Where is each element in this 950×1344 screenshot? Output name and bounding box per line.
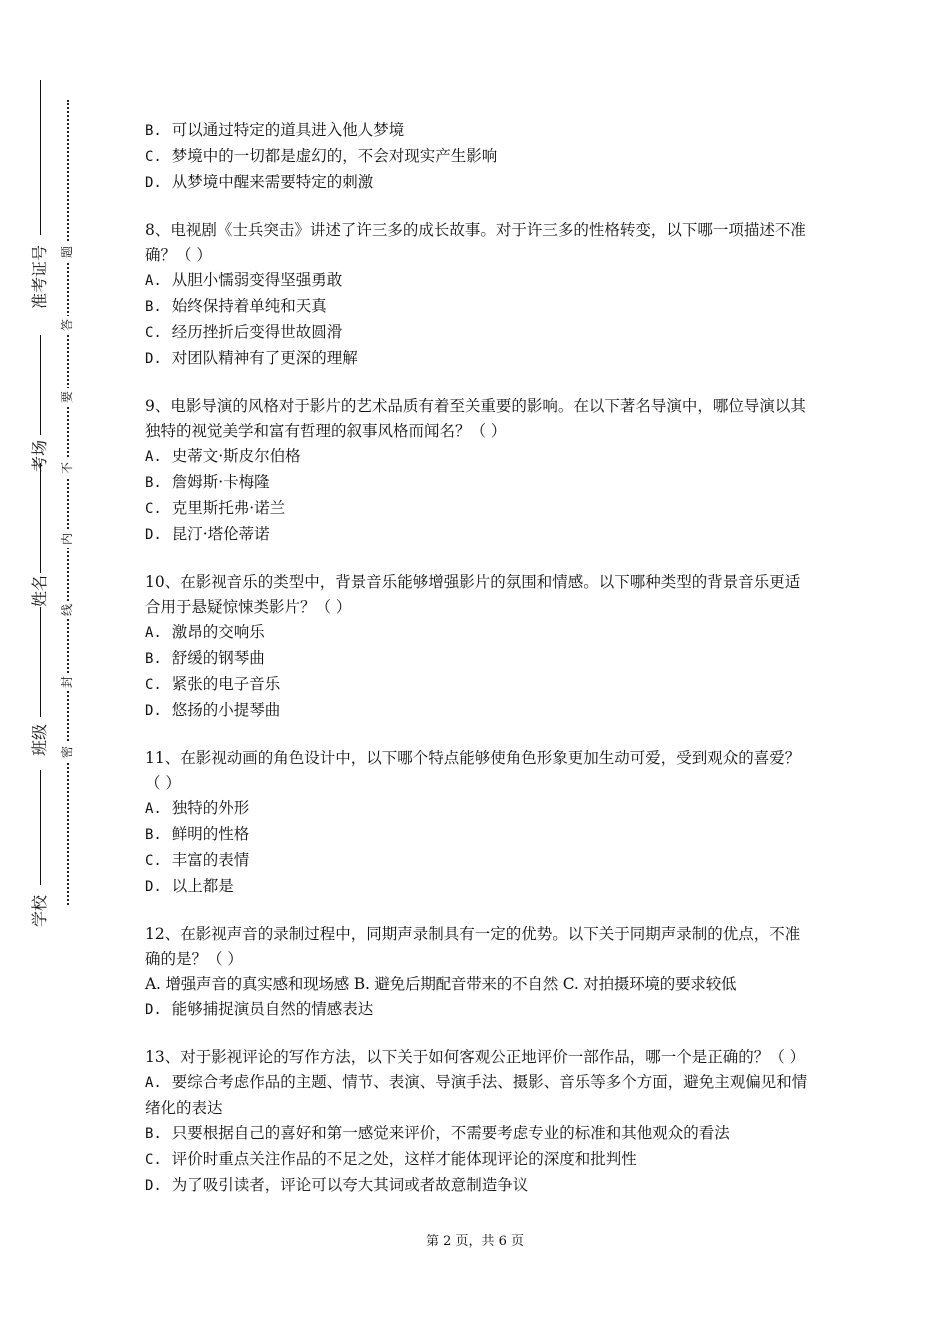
option-d[interactable]: D. 从梦境中醒来需要特定的刺激 — [145, 173, 374, 191]
option-a[interactable]: A. 独特的外形 — [145, 799, 250, 817]
name-line — [40, 463, 41, 573]
question-12 — [145, 922, 815, 1023]
question-stem: 12、在影视声音的录制过程中，同期声录制具有一定的优势。以下关于同期声录制的优点，不准确的是？（ ） — [145, 925, 801, 968]
seal-char: 答 — [58, 316, 76, 334]
question-8 — [145, 218, 815, 372]
seal-char: 内 — [58, 530, 76, 548]
option-c[interactable]: C. 丰富的表情 — [145, 851, 250, 869]
option-a[interactable]: A. 从胆小懦弱变得坚强勇敢 — [145, 271, 343, 289]
page-number-footer: 第 2 页，共 6 页 — [425, 1234, 525, 1249]
option-a[interactable]: A. 史蒂文·斯皮尔伯格 — [145, 447, 301, 465]
question-10 — [145, 570, 815, 724]
option-b[interactable]: B. 可以通过特定的道具进入他人梦境 — [145, 121, 405, 139]
option-b[interactable]: B. 只要根据自己的喜好和第一感觉来评价，不需要考虑专业的标准和其他观众的看法 — [145, 1124, 730, 1142]
question-9 — [145, 394, 815, 548]
seal-char: 密 — [58, 743, 76, 761]
seal-char: 不 — [58, 459, 76, 477]
option-c[interactable]: C. 梦境中的一切都是虚幻的，不会对现实产生影响 — [145, 147, 498, 165]
class-label[interactable]: 班级 — [30, 723, 49, 756]
seal-char: 题 — [58, 243, 76, 261]
exam-room-line — [40, 335, 41, 435]
option-a[interactable]: A. 要综合考虑作品的主题、情节、表演、导演手法、摄影、音乐等多个方面，避免主观偏见和情绪化的表达 — [145, 1073, 808, 1117]
option-c[interactable]: C. 经历挫折后变得世故圆滑 — [145, 323, 343, 341]
option-b[interactable]: B. 詹姆斯·卡梅隆 — [145, 473, 270, 491]
ticket-number-line — [40, 80, 41, 235]
question-stem: 13、对于影视评论的写作方法，以下关于如何客观公正地评价一部作品，哪一个是正确的？（ ） — [145, 1048, 806, 1066]
seal-char: 封 — [58, 673, 76, 691]
option-b[interactable]: B. 始终保持着单纯和天真 — [145, 297, 327, 315]
seal-char: 要 — [58, 388, 76, 406]
question-stem: 10、在影视音乐的类型中，背景音乐能够增强影片的氛围和情感。以下哪种类型的背景音乐更适合用于悬疑惊悚类影片？（ ） — [145, 573, 801, 616]
inline-options-abc[interactable]: A. 增强声音的真实感和现场感 B. 避免后期配音带来的不自然 C. 对拍摄环境的要求较低 — [145, 975, 737, 993]
question-7-continued — [145, 118, 815, 196]
ticket-number-label[interactable]: 准考证号 — [30, 244, 49, 309]
option-d[interactable]: D. 能够捕捉演员自然的情感表达 — [145, 1000, 374, 1018]
option-d[interactable]: D. 以上都是 — [145, 877, 234, 895]
name-label[interactable]: 姓名 — [30, 574, 49, 607]
option-c[interactable]: C. 克里斯托弗·诺兰 — [145, 499, 286, 517]
question-stem: 9、电影导演的风格对于影片的艺术品质有着至关重要的影响。在以下著名导演中，哪位导演以其独特的视觉美学和富有哲理的叙事风格而闻名？（ ） — [145, 397, 806, 440]
option-d[interactable]: D. 对团队精神有了更深的理解 — [145, 349, 358, 367]
option-a[interactable]: A. 激昂的交响乐 — [145, 623, 265, 641]
question-11 — [145, 746, 815, 900]
option-c[interactable]: C. 评价时重点关注作品的不足之处，这样才能体现评论的深度和批判性 — [145, 1150, 637, 1168]
option-c[interactable]: C. 紧张的电子音乐 — [145, 675, 281, 693]
option-d[interactable]: D. 为了吸引读者，评论可以夸大其词或者故意制造争议 — [145, 1176, 529, 1194]
option-b[interactable]: B. 舒缓的钢琴曲 — [145, 649, 265, 667]
option-b[interactable]: B. 鲜明的性格 — [145, 825, 250, 843]
student-info-fields — [28, 80, 52, 940]
option-d[interactable]: D. 昆汀·塔伦蒂诺 — [145, 525, 270, 543]
question-stem: 8、电视剧《士兵突击》讲述了许三多的成长故事。对于许三多的性格转变，以下哪一项描述不准确？（ ） — [145, 221, 806, 264]
question-area — [145, 118, 815, 1221]
school-line — [40, 770, 41, 885]
exam-room-label[interactable]: 考场 — [30, 439, 49, 472]
seal-char: 线 — [58, 601, 76, 619]
question-stem: 11、在影视动画的角色设计中，以下哪个特点能够使角色形象更加生动可爱，受到观众的喜爱？（ ） — [145, 749, 801, 792]
option-d[interactable]: D. 悠扬的小提琴曲 — [145, 701, 281, 719]
question-13 — [145, 1045, 815, 1199]
seal-dotted-line — [67, 100, 69, 905]
school-label[interactable]: 学校 — [30, 894, 49, 927]
class-line — [40, 607, 41, 717]
